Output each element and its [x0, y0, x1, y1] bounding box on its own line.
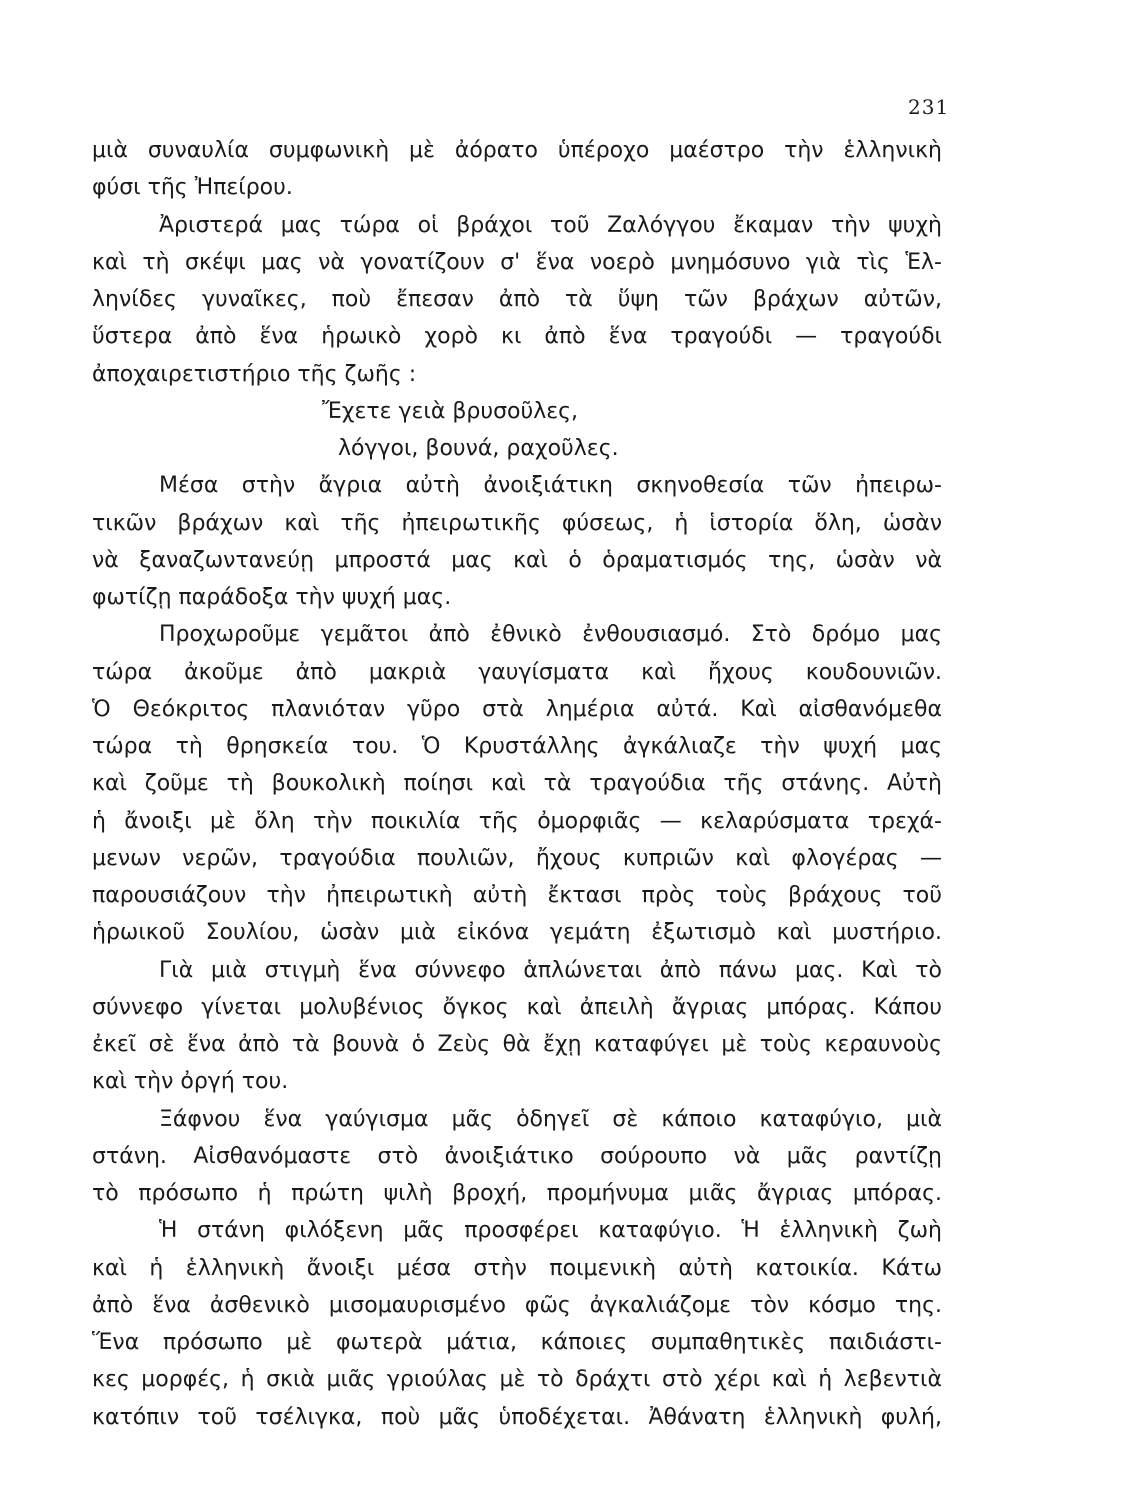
text-line: ληνίδες γυναῖκες, ποὺ ἔπεσαν ἀπὸ τὰ ὕψη τῶν βράχων αὐτῶν, — [92, 287, 942, 312]
text-line: ἀπὸ ἕνα ἀσθενικὸ μισομαυρισμένο φῶς ἀγκαλιάζομε τὸν κόσμο της. — [92, 1292, 942, 1318]
paragraph-start-line: Ἀριστερά μας τώρα οἱ βράχοι τοῦ Ζαλόγγου ἔκαμαν τὴν ψυχὴ — [159, 212, 942, 238]
text-line: τώρα τὴ θρησκεία του. Ὁ Κρυστάλλης ἀγκάλιαζε τὴν ψυχή μας — [92, 734, 942, 759]
text-line: ἀποχαιρετιστήριο τῆς ζωῆς : — [92, 361, 417, 387]
poem-line: λόγγοι, βουνά, ραχοῦλες. — [338, 436, 619, 461]
text-line: καὶ τὴ σκέψι μας νὰ γονατίζουν σ' ἕνα νοερὸ μνημόσυνο γιὰ τὶς Ἑλ- — [92, 249, 942, 275]
paragraph-start-line: Ξάφνου ἕνα γαύγισμα μᾶς ὁδηγεῖ σὲ κάποιο καταφύγιο, μιὰ — [159, 1106, 942, 1132]
text-line: τὸ πρόσωπο ἡ πρώτη ψιλὴ βροχή, προμήνυμα μιᾶς ἄγριας μπόρας. — [92, 1181, 942, 1206]
text-line: παρουσιάζουν τὴν ἠπειρωτικὴ αὐτὴ ἔκτασι πρὸς τοὺς βράχους τοῦ — [92, 883, 942, 908]
text-line: κατόπιν τοῦ τσέλιγκα, ποὺ μᾶς ὑποδέχεται. Ἀθάνατη ἑλληνικὴ φυλή, — [92, 1404, 942, 1430]
text-line: τώρα ἀκοῦμε ἀπὸ μακριὰ γαυγίσματα καὶ ἤχους κουδουνιῶν. — [92, 659, 942, 685]
text-line: φωτίζῃ παράδοξα τὴν ψυχή μας. — [92, 585, 452, 610]
poem-line: Ἔχετε γειὰ βρυσοῦλες, — [322, 398, 579, 424]
text-line: ὕστερα ἀπὸ ἕνα ἡρωικὸ χορὸ κι ἀπὸ ἕνα τραγούδι — τραγούδι — [92, 324, 942, 350]
paragraph-start-line: Γιὰ μιὰ στιγμὴ ἕνα σύννεφο ἁπλώνεται ἀπὸ πάνω μας. Καὶ τὸ — [159, 957, 942, 983]
text-line: μενων νερῶν, τραγούδια πουλιῶν, ἤχους κυπριῶν καὶ φλογέρας — — [92, 845, 942, 871]
text-line: τικῶν βράχων καὶ τῆς ἠπειρωτικῆς φύσεως, ἡ ἱστορία ὅλη, ὡσὰν — [92, 510, 942, 536]
paragraph-start-line: Ἡ στάνη φιλόξενη μᾶς προσφέρει καταφύγιο. Ἡ ἑλληνικὴ ζωὴ — [159, 1218, 942, 1244]
text-line: ἡ ἄνοιξι μὲ ὅλη τὴν ποικιλία τῆς ὀμορφιᾶς — κελαρύσματα τρεχά- — [92, 808, 942, 834]
text-line: καὶ ἡ ἑλληνικὴ ἄνοιξι μέσα στὴν ποιμενικὴ αὐτὴ κατοικία. Κάτω — [92, 1255, 942, 1281]
text-line: Ὁ Θεόκριτος πλανιόταν γῦρο στὰ λημέρια αὐτά. Καὶ αἰσθανόμεθα — [92, 696, 942, 722]
body-text — [92, 132, 942, 1436]
text-line: μιὰ συναυλία συμφωνικὴ μὲ ἀόρατο ὑπέροχο μαέστρο τὴν ἑλληνικὴ — [92, 138, 942, 163]
paragraph-start-line: Μέσα στὴν ἄγρια αὐτὴ ἀνοιξιάτικη σκηνοθεσία τῶν ἠπειρω- — [159, 473, 942, 499]
paragraph-start-line: Προχωροῦμε γεμᾶτοι ἀπὸ ἐθνικὸ ἐνθουσιασμό. Στὸ δρόμο μας — [159, 622, 942, 648]
text-line: φύσι τῆς Ἠπείρου. — [92, 175, 293, 201]
text-line: στάνη. Αἰσθανόμαστε στὸ ἀνοιξιάτικο σούρουπο νὰ μᾶς ραντίζῃ — [92, 1143, 942, 1169]
text-line: καὶ ζοῦμε τὴ βουκολικὴ ποίησι καὶ τὰ τραγούδια τῆς στάνης. Αὐτὴ — [92, 771, 942, 797]
text-line: ἐκεῖ σὲ ἕνα ἀπὸ τὰ βουνὰ ὁ Ζεὺς θὰ ἔχῃ καταφύγει μὲ τοὺς κεραυνοὺς — [92, 1032, 942, 1057]
text-line: σύννεφο γίνεται μολυβένιος ὄγκος καὶ ἀπειλὴ ἄγριας μπόρας. Κάπου — [92, 994, 942, 1020]
text-line: κες μορφές, ἡ σκιὰ μιᾶς γριούλας μὲ τὸ δράχτι στὸ χέρι καὶ ἡ λεβεντιὰ — [92, 1367, 942, 1393]
text-line: νὰ ξαναζωντανεύῃ μπροστά μας καὶ ὁ ὁραματισμός της, ὡσὰν νὰ — [92, 547, 942, 573]
text-line: ἡρωικοῦ Σουλίου, ὡσὰν μιὰ εἰκόνα γεμάτη ἐξωτισμὸ καὶ μυστήριο. — [92, 920, 942, 946]
text-line: καὶ τὴν ὀργή του. — [92, 1069, 289, 1095]
page-number: 231 — [908, 95, 950, 119]
text-line: Ἕνα πρόσωπο μὲ φωτερὰ μάτια, κάποιες συμπαθητικὲς παιδιάστι- — [92, 1330, 942, 1355]
